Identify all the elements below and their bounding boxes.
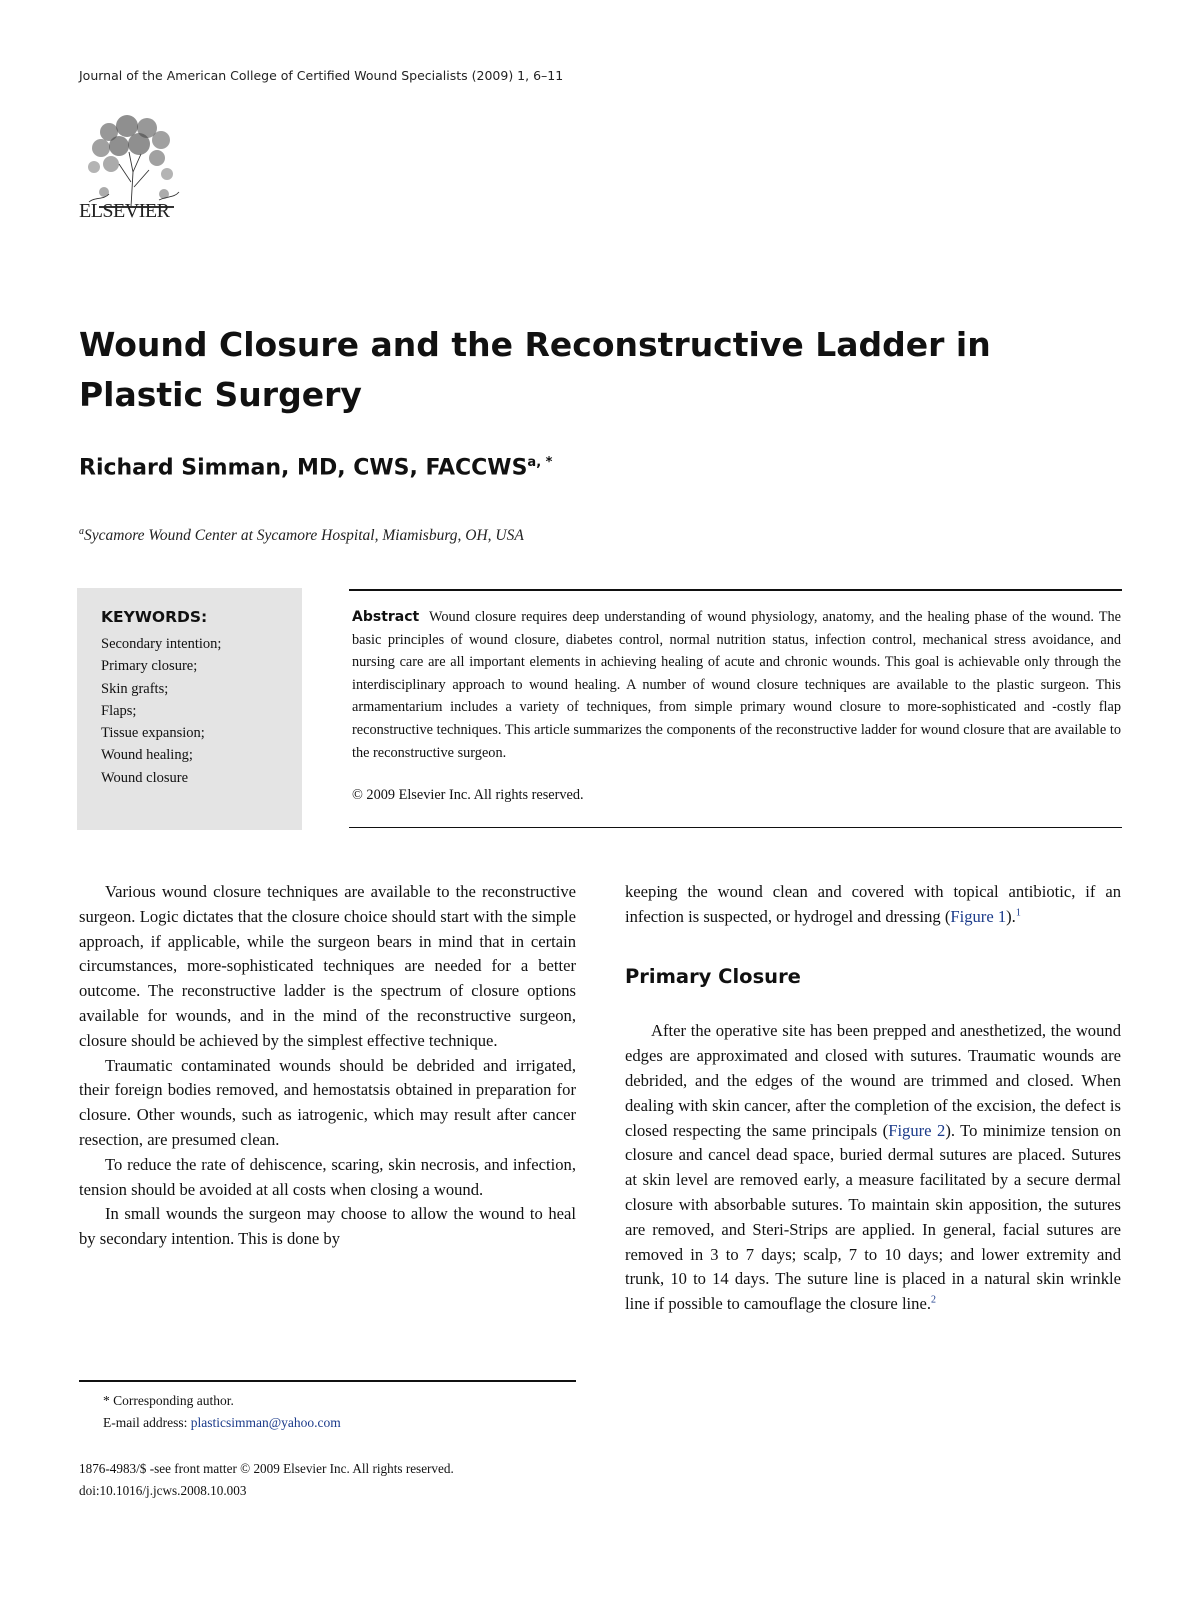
figure-2-link[interactable]: Figure 2 — [888, 1120, 946, 1140]
keyword-item: Skin grafts; — [101, 680, 169, 697]
abstract-rule-top — [349, 589, 1122, 591]
email-link[interactable]: plasticsimman@yahoo.com — [190, 1415, 341, 1430]
section-heading: Primary Closure — [625, 964, 801, 988]
paragraph-continued: keeping the wound clean and covered with topical antibiotic, if an infection is suspected, or hydrogel and dressing (Figure 1).$^1$ — [625, 882, 1121, 926]
paragraph: Traumatic contaminated wounds should be debrided and irrigated, their foreign bodies removed, and hemostatsis obtained in preparation for closure. Other wounds, such as iatrogenic, which may result after cancer resection, are presumed clean. — [79, 1055, 576, 1149]
abstract — [352, 606, 1121, 764]
paragraph: Various wound closure techniques are available to the reconstructive surgeon. Logic dictates that the closure choice should start with the simple approach, if applicable, while the surgeon bears in mind that in certain circumstances, more-sophisticated techniques are needed for a better outcome. The reconstructive ladder is the spectrum of closure options available for wounds, and in the mind of the reconstructive surgeon, closure should be achieved by the simplest effective technique. — [79, 882, 576, 1050]
abstract-copyright: © 2009 Elsevier Inc. All rights reserved. — [352, 787, 584, 803]
body-column-right — [625, 880, 1121, 1317]
figure-1-link[interactable]: Figure 1 — [950, 906, 1007, 926]
author-marks: a, * — [527, 455, 553, 470]
paragraph: To reduce the rate of dehiscence, scaring, skin necrosis, and infection, tension should be avoided at all costs when closing a wound. — [79, 1154, 576, 1199]
body-column-left — [79, 880, 576, 1252]
footnotes — [79, 1390, 341, 1434]
keywords-heading: KEYWORDS: — [101, 608, 208, 626]
author-line — [79, 455, 552, 480]
article-title: Wound Closure and the Reconstructive Ladder in Plastic Surgery — [79, 325, 991, 414]
keyword-item: Flaps; — [101, 702, 137, 719]
keywords-box — [77, 588, 302, 830]
reference-link[interactable]: 1 — [1015, 907, 1021, 919]
paragraph: In small wounds the surgeon may choose to allow the wound to heal by secondary intention. This is done by — [79, 1204, 576, 1249]
journal-citation: Journal of the American College of Certified Wound Specialists (2009) 1, 6–11 — [79, 68, 564, 83]
elsevier-wordmark: ELSEVIER — [79, 200, 170, 222]
keyword-item: Wound healing; — [101, 747, 193, 764]
email-line: E-mail address: plasticsimman@yahoo.com — [103, 1415, 341, 1430]
abstract-label: Abstract — [352, 609, 420, 625]
keywords-list — [101, 633, 221, 789]
paragraph: After the operative site has been prepped and anesthetized, the wound edges are approximated and closed with sutures. Traumatic wounds are debrided, and the edges of the wound are trimmed and closed. When dealing with skin cancer, after the completion of the excision, the defect is closed respecting the same principals (Figure 2). To minimize tension on closure and cancel dead space, buried dermal sutures are placed. Sutures at skin level are removed early, a measure facilitated by a secure dermal closure with absorbable sutures. To maintain skin apposition, the sutures are removed, and Steri-Strips are applied. In general, facial sutures are removed in 3 to 7 days; scalp, 7 to 10 days; and lower extremity and trunk, 10 to 14 days. The suture line is placed in a natural skin wrinkle line if possible to camouflage the closure line.$^2$ — [625, 1021, 1121, 1314]
abstract-text: Wound closure requires deep understanding of wound physiology, anatomy, and the healing phase of the wound. The basic principles of wound closure, diabetes control, normal nutrition status, infection control, mechanical stress avoidance, and nursing care are all important elements in achieving healing of acute and chronic wounds. This goal is achievable only through the interdisciplinary approach to wound healing. A number of wound closure techniques are available to the plastic surgeon. This armamentarium includes a variety of techniques, from simple primary wound closure to more-sophisticated and -costly flap reconstructive techniques. This article summarizes the components of the reconstructive ladder for wound closure that are available to the reconstructive surgeon. — [352, 609, 1121, 761]
reference-link[interactable]: 2 — [930, 1294, 936, 1306]
author-name: Richard Simman, MD, CWS, FACCWS — [79, 455, 528, 481]
keyword-item: Wound closure — [101, 769, 189, 786]
affiliation-mark: a — [79, 526, 84, 537]
corresponding-author-note: * Corresponding author. — [103, 1393, 234, 1408]
keyword-item: Primary closure; — [101, 658, 198, 675]
keyword-item: Secondary intention; — [101, 636, 222, 652]
footnote-rule — [79, 1380, 576, 1382]
affiliation — [79, 526, 524, 545]
keyword-item: Tissue expansion; — [101, 725, 205, 742]
issn-line: 1876-4983/$ -see front matter © 2009 Elsevier Inc. All rights reserved. — [79, 1461, 454, 1476]
doi-line[interactable]: doi:10.1016/j.jcws.2008.10.003 — [79, 1482, 247, 1498]
imprint — [79, 1458, 454, 1501]
abstract-rule-bottom — [349, 827, 1122, 828]
affiliation-text: Sycamore Wound Center at Sycamore Hospital, Miamisburg, OH, USA — [84, 527, 524, 545]
